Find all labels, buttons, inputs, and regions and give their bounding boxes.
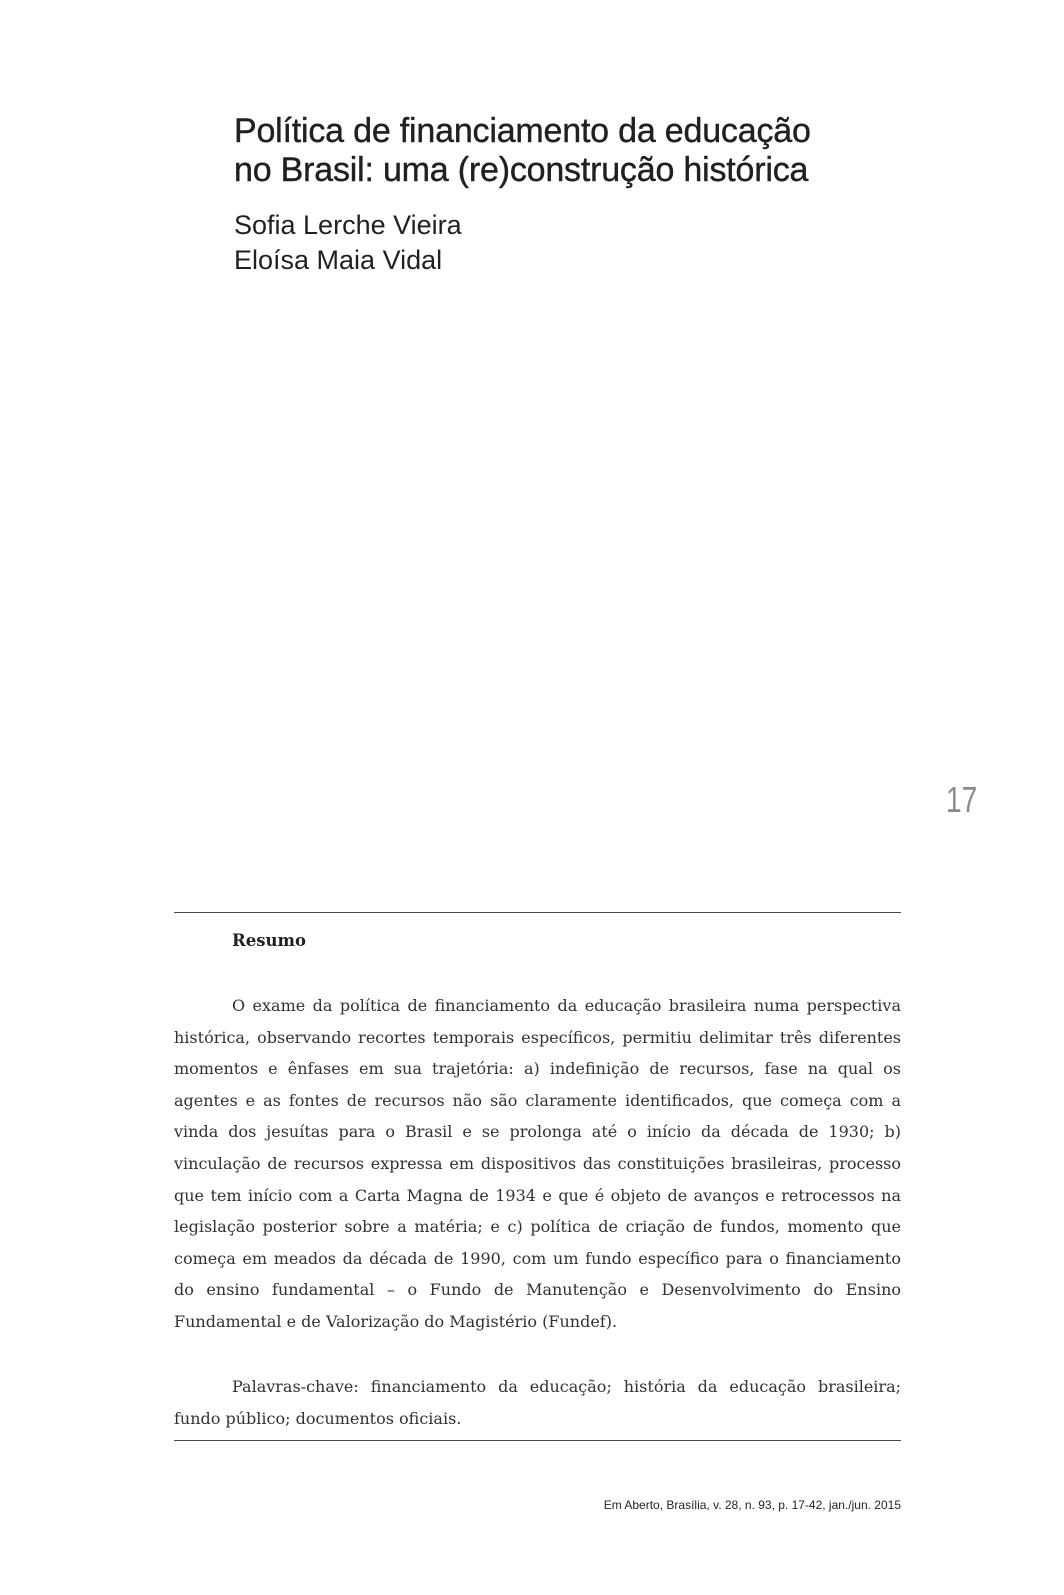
article-title (234, 112, 954, 190)
abstract-heading: Resumo (232, 931, 306, 950)
author-list (234, 208, 462, 278)
author-name: Eloísa Maia Vidal (234, 245, 443, 275)
author-name: Sofia Lerche Vieira (234, 210, 462, 240)
abstract-top-divider (174, 912, 901, 913)
abstract-bottom-divider (174, 1440, 901, 1441)
page-number: 17 (946, 779, 978, 820)
article-title-line-2: no Brasil: uma (re)construção histórica (234, 151, 809, 189)
article-title-line-1: Política de financiamento da educação (234, 112, 811, 150)
journal-citation: Em Aberto, Brasília, v. 28, n. 93, p. 17-42, jan./jun. 2015 (603, 1498, 901, 1512)
keywords-paragraph: Palavras-chave: financiamento da educação; história da educação brasileira; fundo público; documentos oficiais. (174, 1377, 901, 1428)
abstract-text: O exame da política de financiamento da educação brasileira numa perspectiva histórica, observando recortes temporais específicos, permitiu delimitar três diferentes momentos e ênfases em sua trajetória: a) indefinição de recursos, fase na qual os agentes e as fontes de recursos não são claramente identificados, que começa com a vinda dos jesuítas para o Brasil e se prolonga até o início da década de 1930; b) vinculação de recursos expressa em dispositivos das constituições brasileiras, processo que tem início com a Carta Magna de 1934 e que é objeto de avanços e retrocessos na legislação posterior sobre a matéria; e c) política de criação de fundos, momento que começa em meados da década de 1990, com um fundo específico para o financiamento do ensino fundamental – o Fundo de Manutenção e Desenvolvimento do Ensino Fundamental e de Valorização do Magistério (Fundef). (174, 996, 901, 1331)
